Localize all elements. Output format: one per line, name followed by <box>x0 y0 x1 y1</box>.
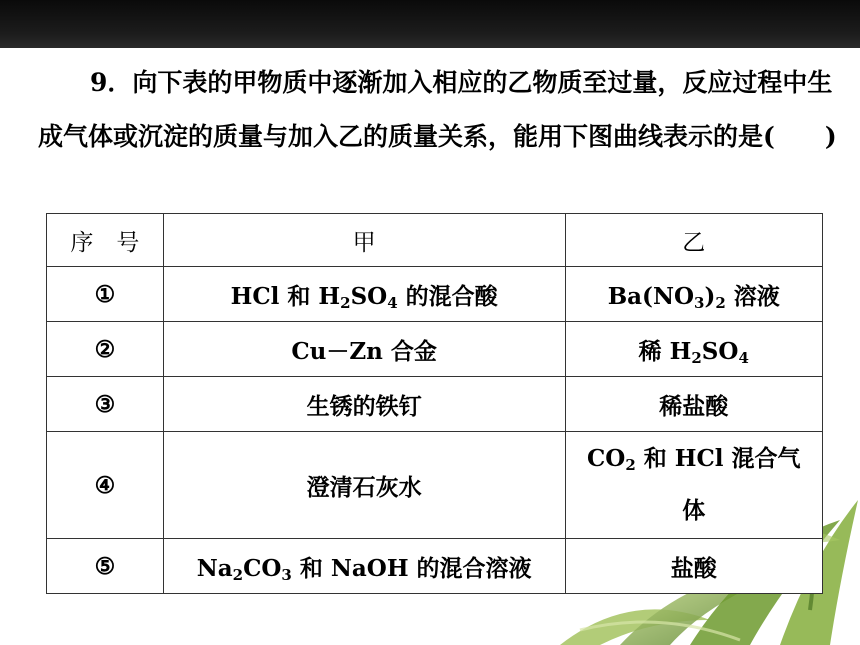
reagent-table <box>46 213 823 594</box>
substance-yi: $CO_2$ 和 HCl 混合气 体 <box>565 432 822 539</box>
substance-yi: 稀 $H_2SO_4$ <box>565 322 822 377</box>
substance-jia: $Na_2CO_3$ 和 NaOH 的混合溶液 <box>163 539 565 594</box>
substance-jia: HCl 和 $H_2SO_4$ 的混合酸 <box>163 267 565 322</box>
table-row <box>47 432 823 539</box>
table-row <box>47 377 823 432</box>
table-row <box>47 322 823 377</box>
substance-yi: 盐酸 <box>565 539 822 594</box>
header-yi: 乙 <box>565 214 822 267</box>
header-no: 序 号 <box>47 214 164 267</box>
row-number: ① <box>47 267 164 322</box>
row-number: ③ <box>47 377 164 432</box>
substance-jia: Cu－Zn 合金 <box>163 322 565 377</box>
substance-jia: 澄清石灰水 <box>163 432 565 539</box>
question-text: 9．向下表的甲物质中逐渐加入相应的乙物质至过量，反应过程中生成气体或沉淀的质量与加入乙的质量关系，能用下图曲线表示的是( ) <box>38 68 837 151</box>
top-title-band <box>0 0 860 48</box>
table-header-row <box>47 214 823 267</box>
substance-jia: 生锈的铁钉 <box>163 377 565 432</box>
substance-yi: $Ba(NO_3)_2$ 溶液 <box>565 267 822 322</box>
row-number: ⑤ <box>47 539 164 594</box>
table-row <box>47 539 823 594</box>
row-number: ④ <box>47 432 164 539</box>
row-number: ② <box>47 322 164 377</box>
table-row <box>47 267 823 322</box>
header-jia: 甲 <box>163 214 565 267</box>
substance-yi: 稀盐酸 <box>565 377 822 432</box>
